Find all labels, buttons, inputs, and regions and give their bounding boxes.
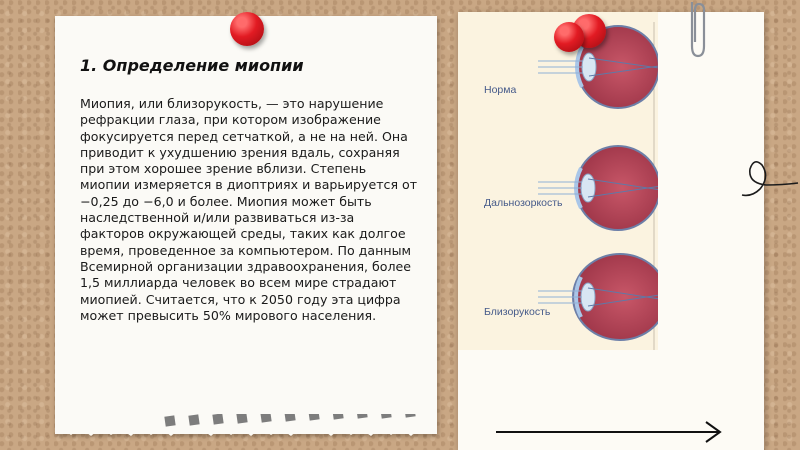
section-title: 1. Определение миопии [80,56,304,75]
eye-hyperopia-diagram [538,146,658,230]
eye-diagram-svg [458,12,658,350]
diagram-sheet [458,12,764,450]
arrow-icon [494,420,724,444]
pushpin-icon [230,12,264,46]
label-hyperopia: Дальнозоркость [484,197,563,209]
note-card [55,16,437,434]
paperclip-icon [684,0,710,62]
eye-myopia-diagram [538,254,658,340]
label-normal: Норма [484,84,517,96]
myopia-description: Миопия, или близорукость, — это нарушение рефракции глаза, при котором изображение фокусируется перед сетчаткой, а не на ней. Она приводит к ухудшению зрения вдаль, сохраняя при этом хорошее зрение вблизи. Степень миопии измеряется в диоптриях и варьируется от −0,25 до −6,0 и более. Миопия может быть наследственной и/или развиваться из-за факторов окружающей среды, таких как долгое время, проведенное за компьютером. По данным Всемирной организации здравоохранения, более 1,5 миллиарда человек во всем мире страдают миопией. Считается, что к 2050 году эта цифра может превысить 50% мирового населения. [80,96,418,323]
label-myopia: Близорукость [484,306,551,318]
torn-edge [55,414,437,440]
curl-doodle-icon [740,155,800,205]
eye-diagram [458,12,658,350]
pushpin-icon [554,22,584,52]
